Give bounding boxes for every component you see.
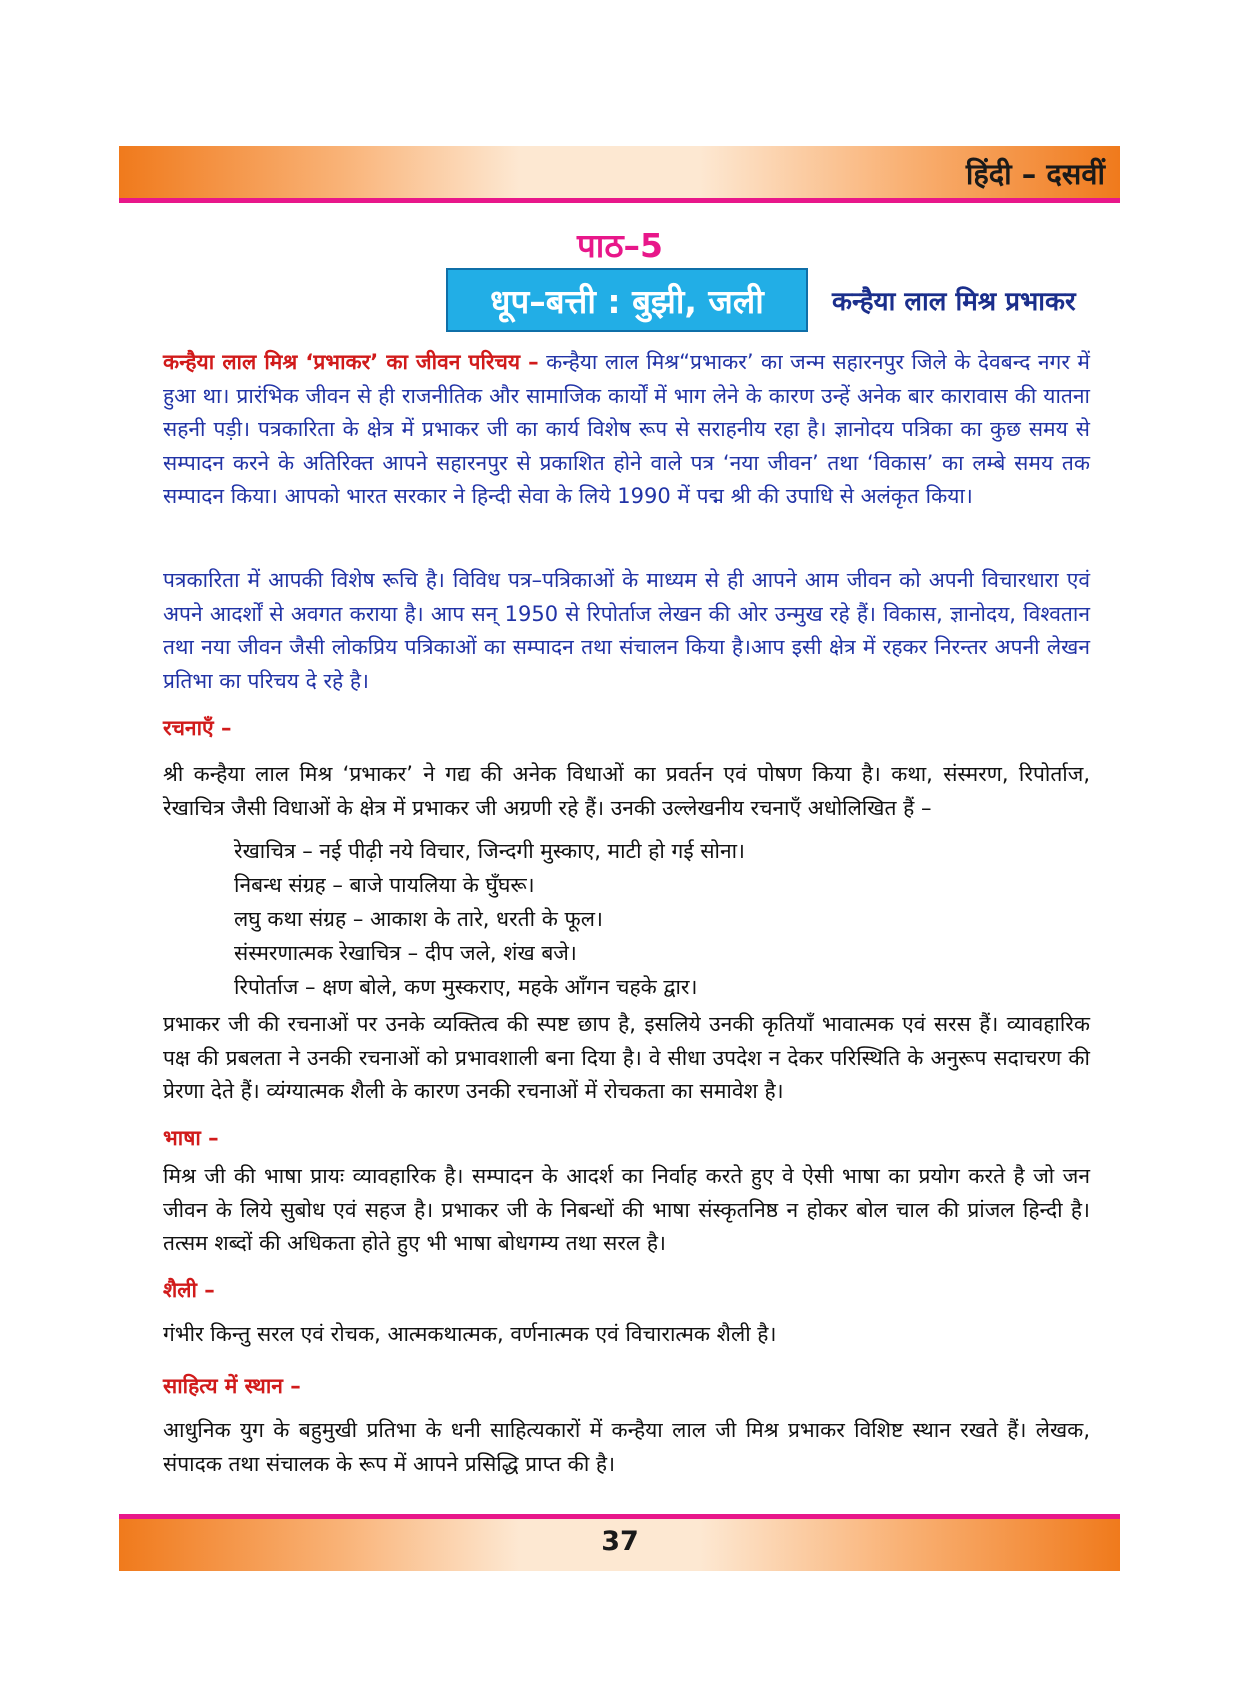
biography-heading: कन्हैया लाल मिश्र ‘प्रभाकर’ का जीवन परिचय –: [163, 350, 539, 374]
style-text: गंभीर किन्तु सरल एवं रोचक, आत्मकथात्मक, वर्णनात्मक एवं विचारात्मक शैली है।: [163, 1322, 777, 1346]
place-text: आधुनिक युग के बहुमुखी प्रतिभा के धनी साहित्यकारों में कन्हैया लाल जी मिश्र प्रभाकर विशिष्ट स्थान रखते हैं। लेखक, संपादक तथा संचालक के रूप में आपने प्रसिद्धि प्राप्त की है।: [163, 1418, 1090, 1476]
lesson-number: पाठ–5: [577, 226, 663, 265]
list-item: संस्मरणात्मक रेखाचित्र – दीप जले, शंख बजे।: [234, 941, 577, 965]
header-rule: [119, 198, 1120, 203]
chapter-title-box: [446, 268, 808, 332]
works-list: [234, 834, 745, 1004]
subject-label: हिंदी – दसवीं: [965, 157, 1105, 191]
works-intro: श्री कन्हैया लाल मिश्र ‘प्रभाकर’ ने गद्य की अनेक विधाओं का प्रवर्तन एवं पोषण किया है। कथा, संस्मरण, रिपोर्ताज, रेखाचित्र जैसी विधाओं के क्षेत्र में प्रभाकर जी अग्रणी रहे हैं। उनकी उल्लेखनीय रचनाएँ अधोलिखित हैं –: [163, 762, 1090, 820]
place-heading: साहित्य में स्थान –: [163, 1374, 301, 1398]
list-item: रिपोर्ताज – क्षण बोले, कण मुस्कराए, महके आँगन चहके द्वार।: [234, 975, 698, 999]
works-summary: प्रभाकर जी की रचनाओं पर उनके व्यक्तित्व की स्पष्ट छाप है, इसलिये उनकी कृतियाँ भावात्मक एवं सरस हैं। व्यावहारिक पक्ष की प्रबलता ने उनकी रचनाओं को प्रभावशाली बना दिया है। वे सीधा उपदेश न देकर परिस्थिति के अनुरूप सदाचरण की प्रेरणा देते हैं। व्यंग्यात्मक शैली के कारण उनकी रचनाओं में रोचकता का समावेश है।: [163, 1012, 1090, 1103]
biography-paragraph: [163, 346, 1090, 514]
page-number: 37: [601, 1526, 639, 1557]
journalism-paragraph: पत्रकारिता में आपकी विशेष रूचि है। विविध पत्र–पत्रिकाओं के माध्यम से ही आपने आम जीवन को अपनी विचारधारा एवं अपने आदर्शों से अवगत कराया है। आप सन् 1950 से रिपोर्ताज लेखन की ओर उन्मुख रहे हैं। विकास, ज्ञानोदय, विश्वतान तथा नया जीवन जैसी लोकप्रिय पत्रिकाओं का सम्पादन तथा संचालन किया है।आप इसी क्षेत्र में रहकर निरन्तर अपनी लेखन प्रतिभा का परिचय दे रहे है।: [163, 568, 1090, 693]
chapter-title: धूप–बत्ती : बुझी, जली: [490, 281, 764, 321]
list-item: रेखाचित्र – नई पीढ़ी नये विचार, जिन्दगी मुस्काए, माटी हो गई सोना।: [234, 839, 746, 863]
language-heading: भाषा –: [163, 1126, 219, 1150]
works-heading: रचनाएँ –: [163, 716, 232, 740]
list-item: लघु कथा संग्रह – आकाश के तारे, धरती के फूल।: [234, 907, 603, 931]
author-name: कन्हैया लाल मिश्र प्रभाकर: [832, 287, 1076, 317]
style-heading: शैली –: [163, 1278, 215, 1302]
biography-text: कन्हैया लाल मिश्र“प्रभाकर’ का जन्म सहारनपुर जिले के देवबन्द नगर में हुआ था। प्रारंभिक जीवन से ही राजनीतिक और सामाजिक कार्यों में भाग लेने के कारण उन्हें अनेक बार कारावास की यातना सहनी पड़ी। पत्रकारिता के क्षेत्र में प्रभाकर जी का कार्य विशेष रूप से सराहनीय रहा है। ज्ञानोदय पत्रिका का कुछ समय से सम्पादन करने के अतिरिक्त आपने सहारनपुर से प्रकाशित होने वाले पत्र ‘नया जीवन’ तथा ‘विकास’ का लम्बे समय तक सम्पादन किया। आपको भारत सरकार ने हिन्दी सेवा के लिये 1990 में पद्म श्री की उपाधि से अलंकृत किया।: [163, 350, 1090, 508]
language-text: मिश्र जी की भाषा प्रायः व्यावहारिक है। सम्पादन के आदर्श का निर्वाह करते हुए वे ऐसी भाषा का प्रयोग करते है जो जन जीवन के लिये सुबोध एवं सहज है। प्रभाकर जी के निबन्धों की भाषा संस्कृतनिष्ठ न होकर बोल चाल की प्रांजल हिन्दी है। तत्सम शब्दों की अधिकता होते हुए भी भाषा बोधगम्य तथा सरल है।: [163, 1164, 1091, 1255]
list-item: निबन्ध संग्रह – बाजे पायलिया के घुँघरू।: [234, 873, 535, 897]
